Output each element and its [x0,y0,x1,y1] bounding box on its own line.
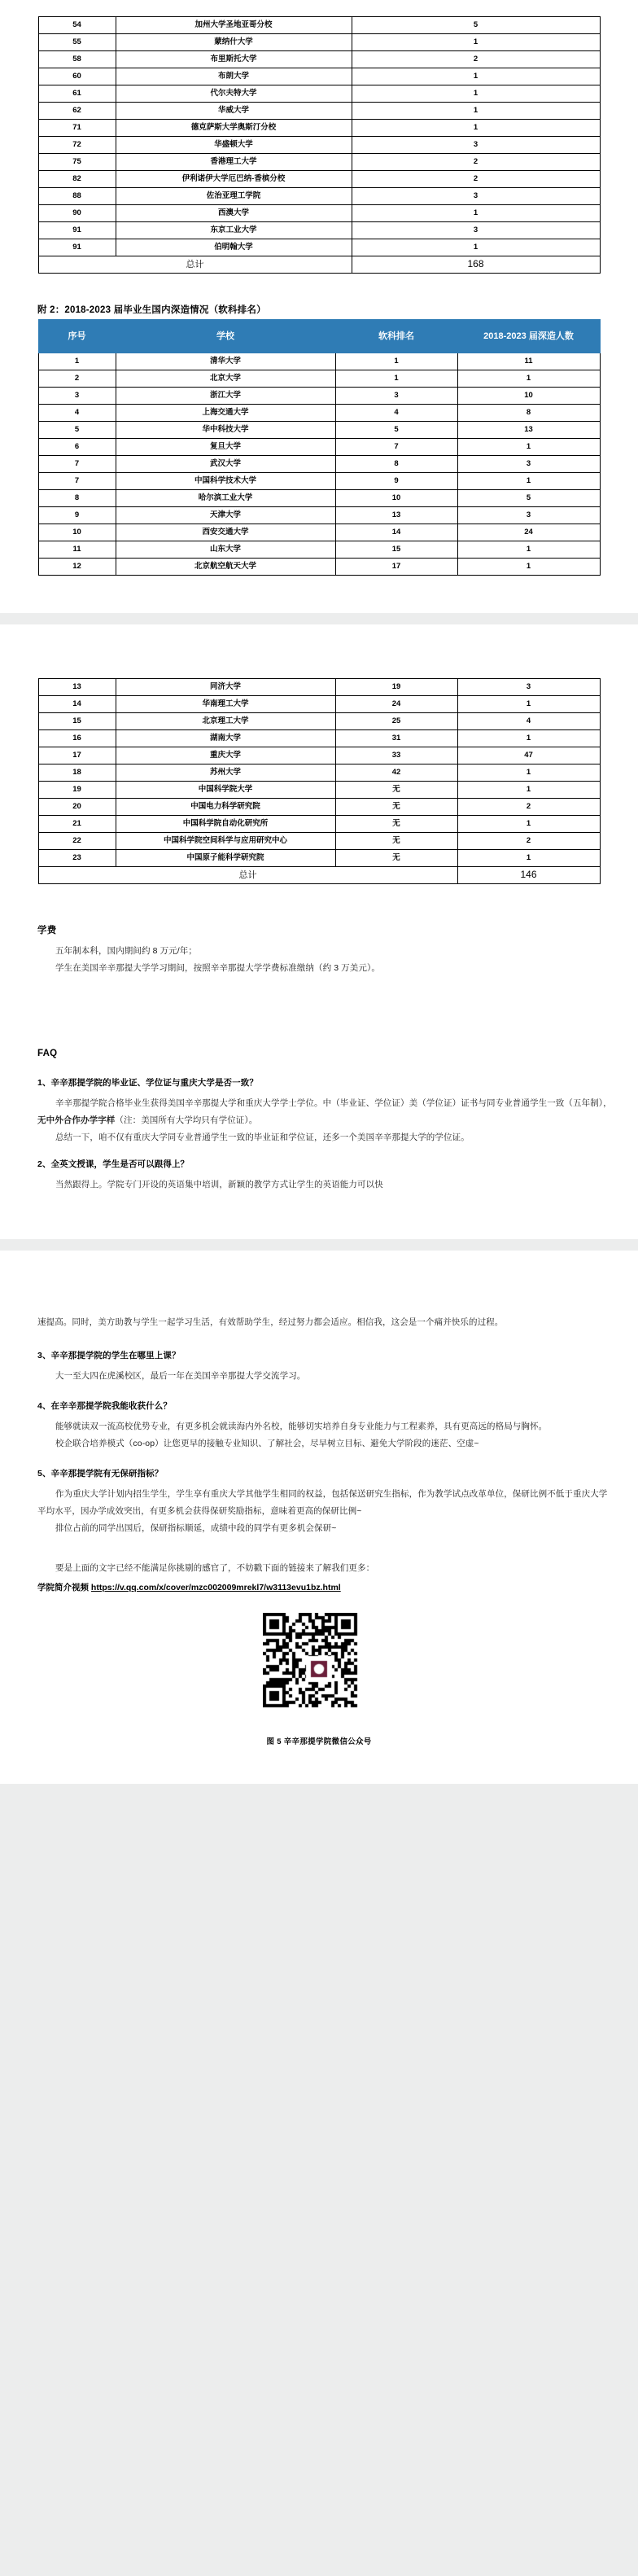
table-cell: 无 [335,799,457,816]
table-cell: 1 [457,782,600,799]
intro-video-line [37,1580,614,1597]
table-row [38,256,600,274]
table-cell: 中国原子能科学研究院 [116,850,335,867]
table-cell: 1 [457,730,600,747]
faq-answer-3: 大一至大四在虎溪校区，最后一年在美国辛辛那提大学交流学习。 [55,1371,306,1381]
faq-answer-5a: 作为重庆大学计划内招生学生，学生享有重庆大学其他学生相同的权益，包括保送研究生指标，作为教学试点改革单位，保研比例不低于重庆大学平均水平，因办学成效突出，有更多机会获得保研奖励指标，意味着更高的保研比例~ [37,1489,608,1516]
table-row [38,370,600,388]
table-cell: 北京理工大学 [116,713,335,730]
table-cell: 4 [457,713,600,730]
table-cell: 19 [38,782,116,799]
table-cell: 58 [38,51,116,68]
table-cell: 1 [352,34,600,51]
table-row [38,764,600,782]
table-row [38,713,600,730]
table-cell: 蒙纳什大学 [116,34,352,51]
column-header-count: 2018-2023 届深造人数 [457,320,600,353]
faq-outro: 要是上面的文字已经不能满足你挑剔的感官了，不妨戳下面的链接来了解我们更多： [55,1563,375,1573]
table-row [38,679,600,696]
faq-question-5: 5、辛辛那提学院有无保研指标？ [37,1469,164,1479]
faq-answer-1a-part2: （注：美国所有大学均只有学位证）。 [115,1115,258,1125]
intro-video-link[interactable]: https://v.qq.com/x/cover/mzc002009mrekl7/w3113evu1bz.html [90,1583,341,1592]
table-cell: 7 [38,473,116,490]
table-cell: 湖南大学 [116,730,335,747]
appendix2-table-part1 [38,319,601,576]
table-cell: 华盛顿大学 [116,137,352,154]
table-cell: 5 [335,422,457,439]
table-row [38,171,600,188]
table-cell: 91 [38,222,116,239]
faq-question-2: 2、全英文授课，学生是否可以跟得上？ [37,1159,190,1169]
table-cell: 18 [38,764,116,782]
table-cell: 24 [457,524,600,541]
table-cell: 72 [38,137,116,154]
table-cell: 7 [38,456,116,473]
table-cell: 西澳大学 [116,205,352,222]
table-cell: 60 [38,68,116,85]
table-cell: 2 [352,51,600,68]
table-cell: 11 [457,353,600,370]
table-cell: 24 [335,696,457,713]
intro-video-label: 学院简介视频 [37,1583,89,1592]
faq-heading: FAQ [37,1049,58,1058]
table-cell: 北京大学 [116,370,335,388]
table-row [38,68,600,85]
table-cell: 无 [335,850,457,867]
faq-answer-1a [37,1095,614,1129]
table-row [38,696,600,713]
table-cell: 1 [352,68,600,85]
table-cell: 德克萨斯大学奥斯汀分校 [116,120,352,137]
appendix2-caption: 附 2：2018-2023 届毕业生国内深造情况（软科排名） [37,305,266,315]
table-cell: 1 [335,353,457,370]
page-2 [0,624,638,1239]
total-value-cell: 146 [457,867,600,884]
table-cell: 1 [335,370,457,388]
figure-caption: 图 5 辛辛那提学院微信公众号 [266,1737,372,1746]
faq-question-4: 4、在辛辛那提学院我能收获什么？ [37,1401,172,1411]
table-row [38,137,600,154]
table-cell: 4 [38,405,116,422]
table-cell: 3 [352,222,600,239]
table-row [38,782,600,799]
table-cell: 42 [335,764,457,782]
table-row [38,816,600,833]
table-cell: 中国科学技术大学 [116,473,335,490]
tuition-heading: 学费 [37,926,57,935]
table-cell: 伊利诺伊大学厄巴纳-香槟分校 [116,171,352,188]
table-cell: 1 [457,541,600,559]
table-cell: 加州大学圣地亚哥分校 [116,17,352,34]
table-cell: 16 [38,730,116,747]
table-row [38,490,600,507]
faq-answer-1b: 总结一下，咱不仅有重庆大学同专业普通学生一致的毕业证和学位证，还多一个美国辛辛那提大学的学位证。 [55,1132,470,1142]
table-cell: 伯明翰大学 [116,239,352,256]
table-cell: 西安交通大学 [116,524,335,541]
column-header-rank: 软科排名 [335,320,457,353]
table-cell: 3 [352,137,600,154]
table-cell: 华南理工大学 [116,696,335,713]
table-cell: 哈尔滨工业大学 [116,490,335,507]
table-row [38,456,600,473]
table-row [38,85,600,103]
table-row [38,222,600,239]
table-cell: 重庆大学 [116,747,335,764]
table-cell: 10 [335,490,457,507]
table-cell: 3 [38,388,116,405]
faq-answer-1a-part1: 辛辛那提学院合格毕业生获得美国辛辛那提大学和重庆大学学士学位。中（毕业证、学位证）美（学位证）证书与同专业普通学生一致（五年制）， [55,1098,612,1108]
table-cell: 同济大学 [116,679,335,696]
table-row [38,103,600,120]
table-cell: 代尔夫特大学 [116,85,352,103]
page-separator-1 [0,613,638,624]
table-row [38,473,600,490]
table-cell: 香港理工大学 [116,154,352,171]
table-cell: 33 [335,747,457,764]
faq-answer-4a: 能够就读双一流高校优势专业，有更多机会就读海内外名校，能够切实培养自身专业能力与工程素养，具有更高远的格局与胸怀。 [55,1422,548,1431]
table-cell: 中国科学院自动化研究所 [116,816,335,833]
appendix1-body [38,17,600,274]
table-cell: 无 [335,833,457,850]
table-cell: 1 [457,696,600,713]
table-cell: 天津大学 [116,507,335,524]
table-row [38,524,600,541]
table-cell: 1 [457,439,600,456]
tuition-line-2: 学生在美国辛辛那提大学学习期间，按照辛辛那提大学学费标准缴纳（约 3 万美元）。 [55,963,380,973]
table-cell: 62 [38,103,116,120]
table-cell: 1 [352,205,600,222]
appendix2-header-row [38,320,600,353]
table-cell: 上海交通大学 [116,405,335,422]
page-separator-2 [0,1239,638,1251]
table-row [38,799,600,816]
table-cell: 13 [335,507,457,524]
table-cell: 1 [457,473,600,490]
table-cell: 14 [335,524,457,541]
table-cell: 8 [457,405,600,422]
table-cell: 8 [335,456,457,473]
table-cell: 11 [38,541,116,559]
table-cell: 1 [457,816,600,833]
table-cell: 2 [38,370,116,388]
total-label-cell: 总计 [38,256,352,274]
table-row [38,205,600,222]
table-cell: 23 [38,850,116,867]
table-cell: 31 [335,730,457,747]
table-cell: 13 [457,422,600,439]
table-cell: 5 [352,17,600,34]
table-cell: 2 [352,154,600,171]
faq-answer-1a-emphasis: 无中外合作办学字样 [37,1115,116,1125]
table-cell: 布朗大学 [116,68,352,85]
table-row [38,730,600,747]
table-row [38,388,600,405]
table-cell: 武汉大学 [116,456,335,473]
table-cell: 5 [457,490,600,507]
table-row [38,405,600,422]
table-row [38,867,600,884]
faq-question-1: 1、辛辛那提学院的毕业证、学位证与重庆大学是否一致？ [37,1078,258,1088]
table-cell: 9 [38,507,116,524]
table-cell: 1 [352,103,600,120]
table-cell: 1 [457,559,600,576]
table-cell: 75 [38,154,116,171]
total-label-cell: 总计 [38,867,457,884]
table-row [38,439,600,456]
table-cell: 佐治亚理工学院 [116,188,352,205]
table-cell: 82 [38,171,116,188]
table-cell: 3 [352,188,600,205]
table-row [38,154,600,171]
table-cell: 东京工业大学 [116,222,352,239]
table-cell: 中国科学院大学 [116,782,335,799]
faq-answer-5b: 排位占前的同学出国后，保研指标顺延，成绩中段的同学有更多机会保研~ [55,1523,337,1533]
table-cell: 8 [38,490,116,507]
table-cell: 3 [457,456,600,473]
column-header-no: 序号 [38,320,116,353]
table-cell: 90 [38,205,116,222]
table-cell: 清华大学 [116,353,335,370]
appendix2-body-part1 [38,353,600,576]
table-cell: 1 [352,120,600,137]
faq-answer-2-continued: 速提高。同时，美方助教与学生一起学习生活，有效帮助学生，经过努力都会适应。相信我，这会是一个痛并快乐的过程。 [37,1317,504,1327]
table-cell: 25 [335,713,457,730]
table-cell: 1 [352,85,600,103]
table-row [38,51,600,68]
table-cell: 61 [38,85,116,103]
table-cell: 3 [457,507,600,524]
table-cell: 22 [38,833,116,850]
table-cell: 布里斯托大学 [116,51,352,68]
appendix1-continuation-table [38,16,601,274]
table-cell: 浙江大学 [116,388,335,405]
table-cell: 1 [457,370,600,388]
table-cell: 华威大学 [116,103,352,120]
table-cell: 苏州大学 [116,764,335,782]
table-cell: 无 [335,816,457,833]
table-row [38,353,600,370]
table-cell: 6 [38,439,116,456]
table-row [38,239,600,256]
tuition-line-1: 五年制本科，国内期间约 8 万元/年； [55,946,197,956]
table-cell: 2 [457,833,600,850]
table-cell: 10 [38,524,116,541]
table-cell: 14 [38,696,116,713]
table-cell: 15 [38,713,116,730]
table-cell: 15 [335,541,457,559]
table-cell: 山东大学 [116,541,335,559]
table-cell: 19 [335,679,457,696]
wechat-qr-code[interactable] [258,1608,380,1730]
table-row [38,17,600,34]
appendix2-body-part2 [38,679,600,884]
table-row [38,541,600,559]
table-row [38,507,600,524]
table-cell: 9 [335,473,457,490]
table-cell: 54 [38,17,116,34]
table-row [38,747,600,764]
appendix2-table-part2 [38,678,601,884]
faq-question-3: 3、辛辛那提学院的学生在哪里上课？ [37,1351,181,1360]
qr-code-wrapper [24,1608,614,1730]
table-cell: 7 [335,439,457,456]
table-cell: 3 [335,388,457,405]
table-cell: 4 [335,405,457,422]
table-cell: 21 [38,816,116,833]
table-row [38,559,600,576]
column-header-school: 学校 [116,320,335,353]
total-value-cell: 168 [352,256,600,274]
table-cell: 1 [457,850,600,867]
table-cell: 5 [38,422,116,439]
table-cell: 1 [457,764,600,782]
table-row [38,34,600,51]
table-cell: 13 [38,679,116,696]
table-cell: 中国电力科学研究院 [116,799,335,816]
table-cell: 1 [352,239,600,256]
table-cell: 中国科学院空间科学与应用研究中心 [116,833,335,850]
page-1 [0,0,638,613]
table-cell: 17 [38,747,116,764]
table-cell: 北京航空航天大学 [116,559,335,576]
table-cell: 91 [38,239,116,256]
page-3 [0,1251,638,1784]
table-cell: 复旦大学 [116,439,335,456]
table-cell: 2 [457,799,600,816]
table-cell: 华中科技大学 [116,422,335,439]
faq-answer-4b: 校企联合培养模式（co-op）让您更早的接触专业知识、了解社会，尽早树立目标、避免大学阶段的迷茫、空虚~ [55,1439,479,1448]
table-row [38,850,600,867]
table-row [38,833,600,850]
table-cell: 20 [38,799,116,816]
table-cell: 12 [38,559,116,576]
table-cell: 1 [38,353,116,370]
table-cell: 17 [335,559,457,576]
faq-answer-2-top: 当然跟得上。学院专门开设的英语集中培训，新颖的教学方式让学生的英语能力可以快 [55,1180,383,1189]
table-row [38,188,600,205]
table-cell: 3 [457,679,600,696]
table-row [38,422,600,439]
table-cell: 无 [335,782,457,799]
table-cell: 47 [457,747,600,764]
table-row [38,120,600,137]
table-cell: 55 [38,34,116,51]
table-cell: 71 [38,120,116,137]
table-cell: 10 [457,388,600,405]
table-cell: 2 [352,171,600,188]
table-cell: 88 [38,188,116,205]
